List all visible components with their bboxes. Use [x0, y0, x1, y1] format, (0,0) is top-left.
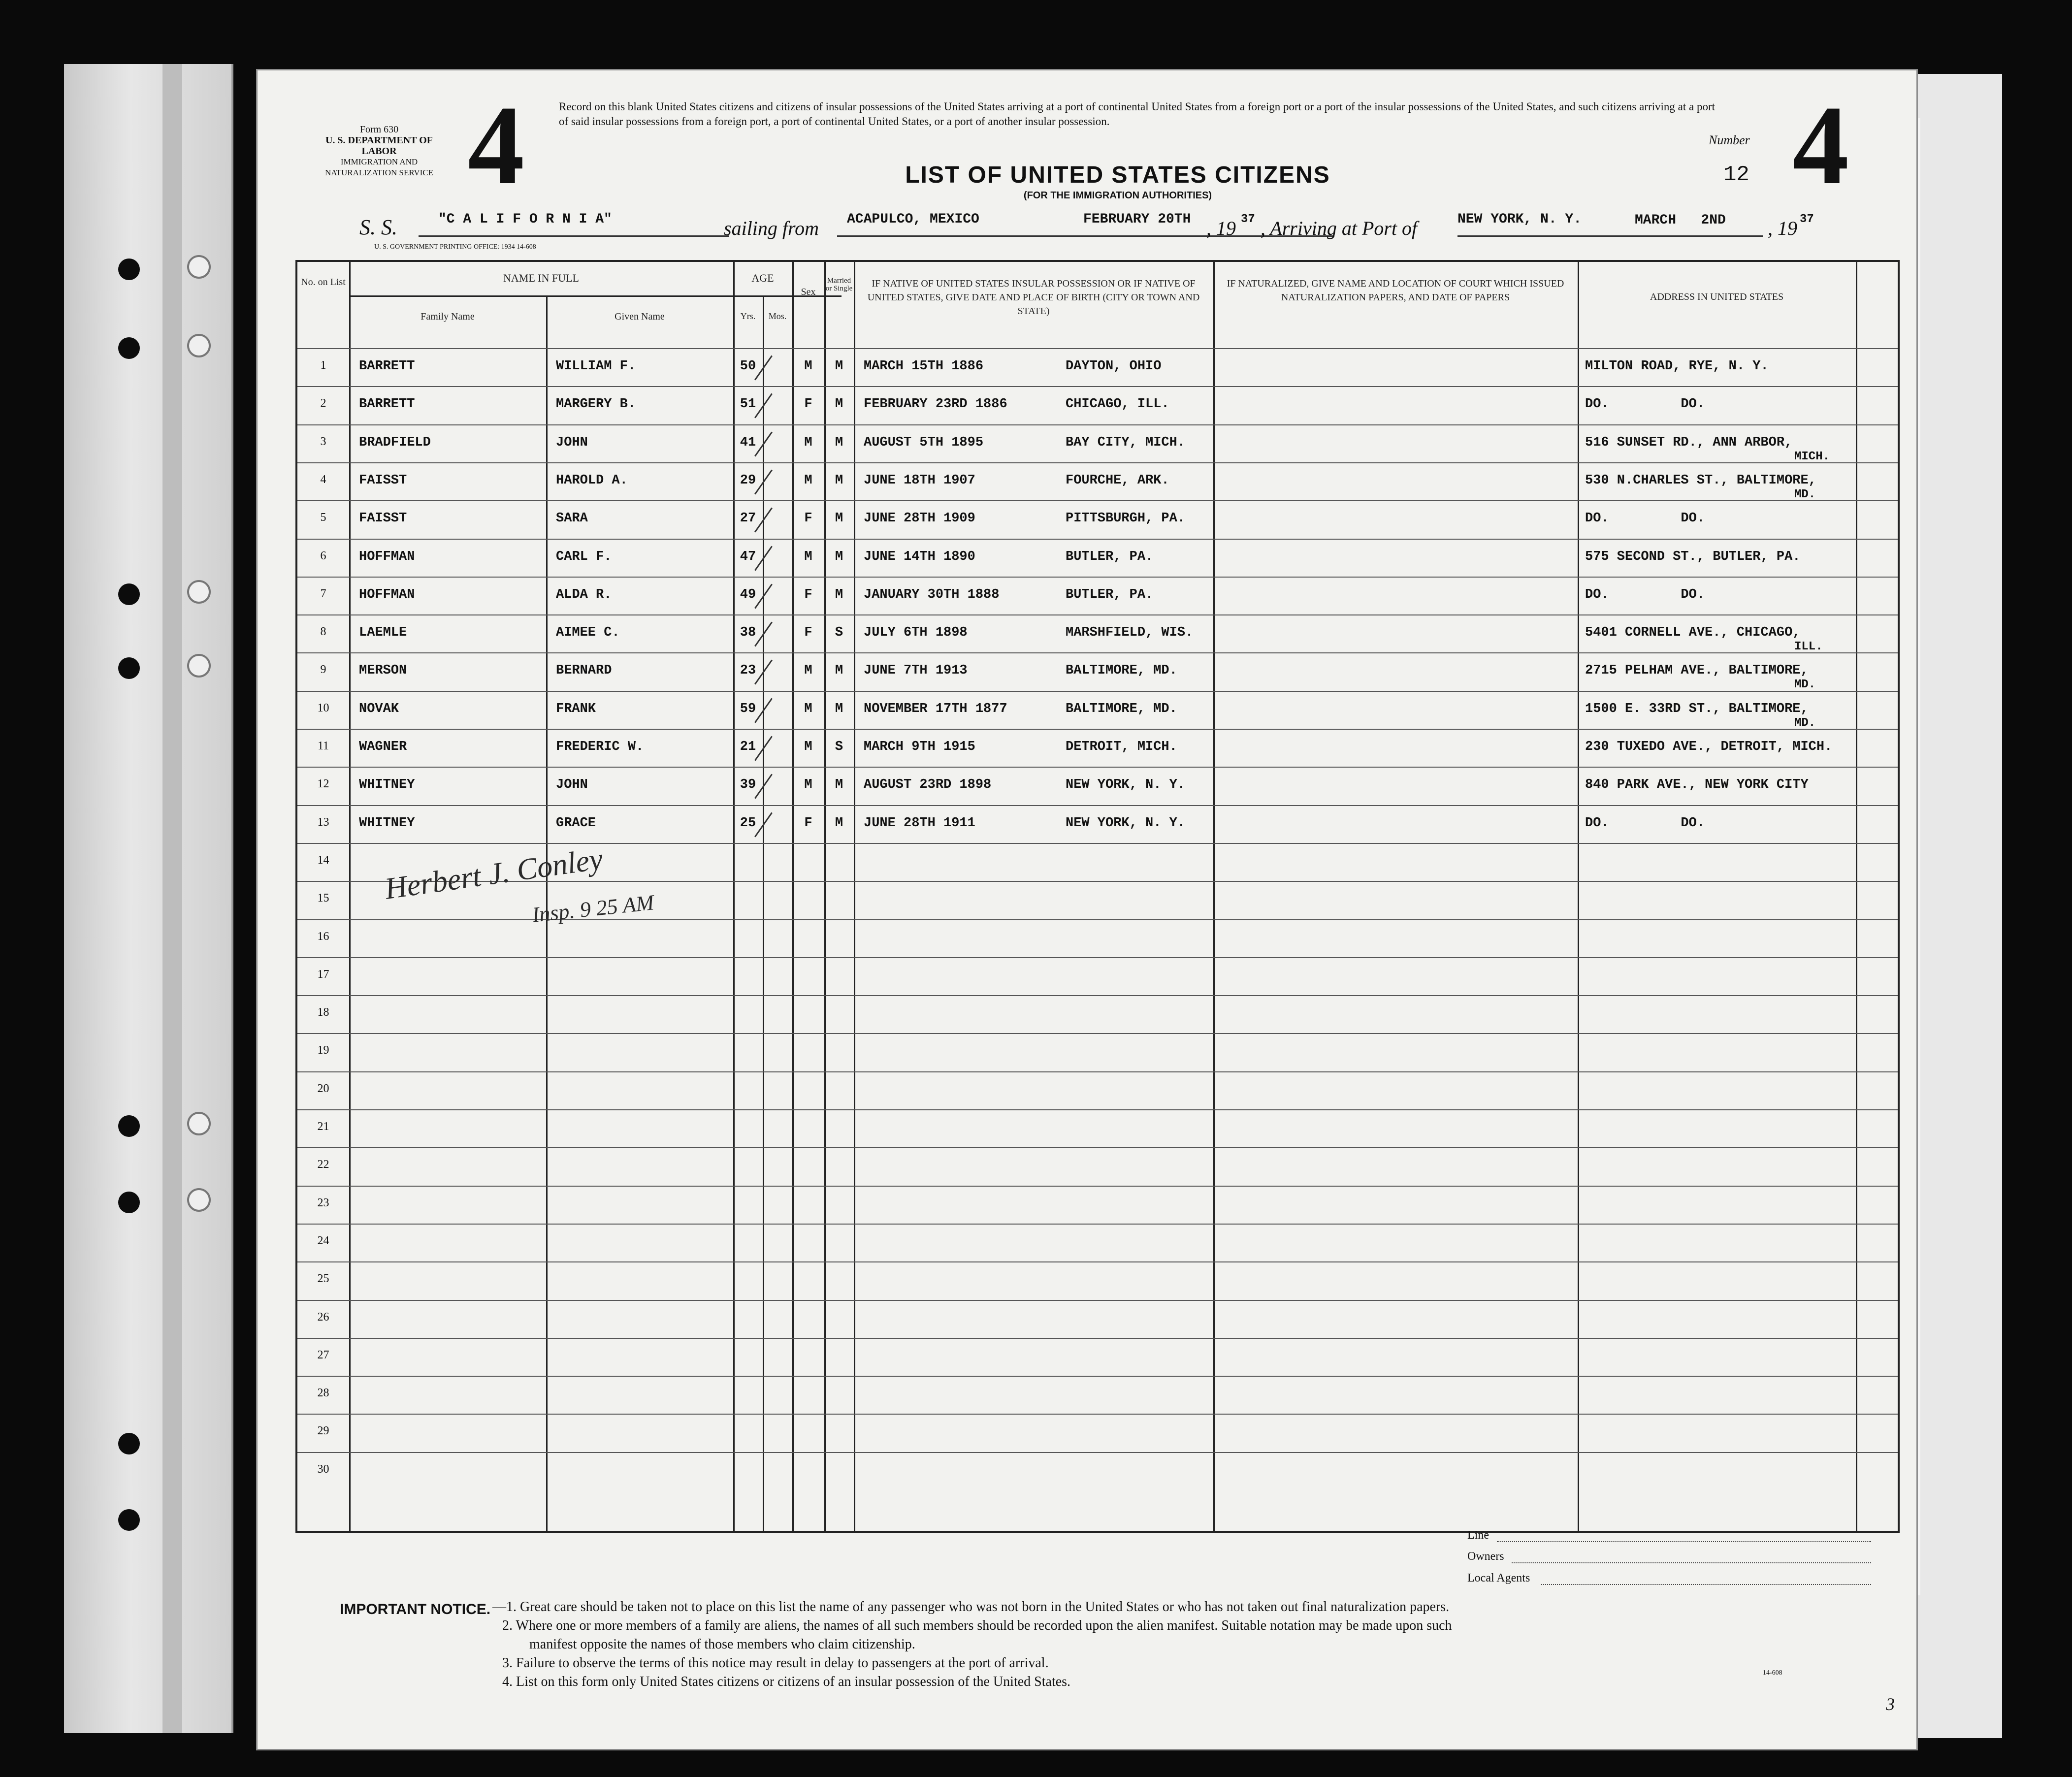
given-name: CARL F. — [556, 549, 612, 564]
punch-hole — [118, 657, 140, 679]
address: 575 SECOND ST., BUTLER, PA. — [1585, 549, 1801, 564]
notice-item-3: 3. Failure to observe the terms of this notice may result in delay to passengers at the port of arrival. — [502, 1655, 1049, 1671]
notice-item-1: —1. Great care should be taken not to place on this list the name of any passenger who was not born in the United States or who has not taken out final naturalization papers. — [492, 1599, 1450, 1615]
sex: M — [804, 549, 812, 564]
form-code: 14-608 — [1763, 1669, 1782, 1677]
table-row — [297, 539, 1898, 578]
row-number: 30 — [317, 1462, 329, 1476]
line-field — [1497, 1541, 1871, 1542]
header-naturalized: IF NATURALIZED, GIVE NAME AND LOCATION OF COURT WHICH ISSUED NATURALIZATION PAPERS, AND DATE OF PAPERS — [1227, 278, 1564, 303]
address: 530 N.CHARLES ST., BALTIMORE, — [1585, 473, 1816, 488]
reinforcement-ring — [187, 1112, 211, 1135]
row-number: 11 — [317, 740, 329, 752]
big-form-number-left: 4 — [468, 82, 524, 208]
passenger-table — [295, 260, 1900, 1533]
sex: M — [804, 777, 812, 793]
binder-spine — [64, 64, 233, 1733]
sex: M — [804, 701, 812, 716]
notice-item-4: 4. List on this form only United States citizens or citizens of an insular possession of the United States. — [502, 1674, 1071, 1689]
row-number: 8 — [320, 625, 326, 639]
header-name-in-full: NAME IN FULL — [503, 272, 579, 284]
page-subtitle: (FOR THE IMMIGRATION AUTHORITIES) — [1023, 190, 1212, 201]
departure-date: FEBRUARY 20TH — [1083, 212, 1206, 237]
arriving-label: , Arriving at Port of — [1261, 217, 1418, 239]
empty-table-row — [297, 1452, 1898, 1491]
given-name: ALDA R. — [556, 587, 612, 602]
row-number: 24 — [317, 1234, 329, 1247]
family-name: FAISST — [359, 473, 407, 488]
table-row — [297, 577, 1898, 615]
sex: M — [804, 473, 812, 488]
arrival-date: MARCH 2ND — [1635, 213, 1726, 228]
birth-place: FOURCHE, ARK. — [1066, 473, 1169, 488]
form-id-block — [320, 124, 438, 178]
birth-date: MARCH 15TH 1886 — [864, 359, 984, 374]
row-number: 25 — [317, 1272, 329, 1286]
address: DO. DO. — [1585, 587, 1705, 602]
birth-date: JULY 6TH 1898 — [864, 625, 968, 641]
address-continuation: MD. — [1794, 716, 1816, 730]
age-years: 49 — [740, 587, 756, 602]
row-number: 1 — [320, 359, 326, 372]
family-name: BRADFIELD — [359, 435, 431, 450]
empty-table-row — [297, 1071, 1898, 1110]
notice-list — [492, 1598, 1881, 1691]
birth-place: BAY CITY, MICH. — [1066, 435, 1186, 450]
row-number: 20 — [317, 1082, 329, 1095]
family-name: HOFFMAN — [359, 587, 415, 602]
age-years: 41 — [740, 435, 756, 450]
number-label: Number — [1709, 133, 1750, 147]
marital-status: M — [835, 397, 843, 412]
sex: M — [804, 359, 812, 374]
manifest-page — [256, 69, 1918, 1750]
table-row — [297, 614, 1898, 653]
sex: M — [804, 435, 812, 450]
age-years: 29 — [740, 473, 756, 488]
punch-hole — [118, 1433, 140, 1454]
department: U. S. DEPARTMENT OF LABOR — [325, 135, 433, 157]
address: 516 SUNSET RD., ANN ARBOR, — [1585, 435, 1793, 450]
family-name: HOFFMAN — [359, 549, 415, 564]
row-number: 4 — [320, 473, 326, 486]
ss-label: S. S. — [359, 215, 397, 239]
punch-hole — [118, 583, 140, 605]
sex: F — [804, 587, 812, 602]
row-number: 23 — [317, 1196, 329, 1209]
table-row — [297, 462, 1898, 501]
header-divider — [349, 295, 842, 297]
family-name: BARRETT — [359, 397, 415, 412]
birth-date: NOVEMBER 17TH 1877 — [864, 701, 1007, 716]
given-name: SARA — [556, 511, 588, 526]
inspector-signature: Herbert J. Conley — [383, 842, 605, 906]
right-page-edge — [1910, 74, 2002, 1738]
marital-status: M — [835, 663, 843, 678]
ship-name: "C A L I F O R N I A" — [419, 212, 729, 237]
row-number: 16 — [317, 930, 329, 943]
printing-office: U. S. GOVERNMENT PRINTING OFFICE: 1934 14-608 — [374, 243, 536, 251]
address: 2715 PELHAM AVE., BALTIMORE, — [1585, 663, 1809, 678]
given-name: JOHN — [556, 435, 588, 450]
empty-table-row — [297, 1224, 1898, 1262]
header-family-name: Family Name — [421, 311, 475, 322]
address: MILTON ROAD, RYE, N. Y. — [1585, 359, 1769, 374]
reinforcement-ring — [187, 654, 211, 678]
table-row — [297, 805, 1898, 844]
address: 1500 E. 33RD ST., BALTIMORE, — [1585, 701, 1809, 716]
row-number: 3 — [320, 435, 326, 448]
address: 840 PARK AVE., NEW YORK CITY — [1585, 777, 1809, 793]
header-months: Mos. — [768, 311, 787, 321]
local-agents-label: Local Agents — [1467, 1572, 1530, 1584]
row-number: 10 — [317, 701, 329, 714]
table-row — [297, 500, 1898, 539]
birth-date: JUNE 14TH 1890 — [864, 549, 975, 564]
table-row — [297, 424, 1898, 463]
address: DO. DO. — [1585, 397, 1705, 412]
row-number: 29 — [317, 1424, 329, 1438]
row-number: 7 — [320, 587, 326, 600]
given-name: WILLIAM F. — [556, 359, 636, 374]
marital-status: M — [835, 549, 843, 564]
punch-hole — [118, 1115, 140, 1137]
row-number: 2 — [320, 397, 326, 410]
owners-field — [1512, 1562, 1871, 1563]
family-name: FAISST — [359, 511, 407, 526]
age-years: 25 — [740, 815, 756, 831]
family-name: WAGNER — [359, 740, 407, 754]
birth-date: JANUARY 30TH 1888 — [864, 587, 1000, 602]
row-number: 26 — [317, 1310, 329, 1324]
header-no-on-list: No. on List — [301, 277, 346, 288]
sex: M — [804, 663, 812, 678]
age-years: 39 — [740, 777, 756, 793]
notice-item-2: 2. Where one or more members of a family are aliens, the names of all such members should be recorded upon the alien manifest. Suitable notation may be made upon such — [502, 1618, 1452, 1633]
header-address: ADDRESS IN UNITED STATES — [1650, 291, 1784, 302]
empty-table-row — [297, 1338, 1898, 1377]
punch-hole — [118, 1192, 140, 1213]
header-years: Yrs. — [740, 311, 756, 321]
marital-status: M — [835, 511, 843, 526]
row-number: 14 — [317, 853, 329, 867]
empty-table-row — [297, 1147, 1898, 1186]
reinforcement-ring — [187, 334, 211, 357]
birth-date: MARCH 9TH 1915 — [864, 740, 975, 754]
marital-status: S — [835, 740, 843, 754]
marital-status: M — [835, 777, 843, 793]
empty-table-row — [297, 1186, 1898, 1225]
marital-status: M — [835, 701, 843, 716]
address-continuation: MICH. — [1794, 450, 1830, 463]
sheet-number: 12 — [1723, 162, 1749, 187]
given-name: BERNARD — [556, 663, 612, 678]
row-number: 6 — [320, 549, 326, 562]
empty-table-row — [297, 1109, 1898, 1148]
row-number: 21 — [317, 1120, 329, 1133]
address-continuation: ILL. — [1794, 640, 1823, 654]
table-row — [297, 348, 1898, 387]
age-years: 27 — [740, 511, 756, 526]
address: 5401 CORNELL AVE., CHICAGO, — [1585, 625, 1801, 641]
family-name: LAEMLE — [359, 625, 407, 641]
birth-place: BALTIMORE, MD. — [1066, 663, 1177, 678]
arrival-year-prefix: , 19 — [1768, 217, 1797, 239]
sex: F — [804, 511, 812, 526]
table-row — [297, 729, 1898, 768]
family-name: WHITNEY — [359, 777, 415, 793]
age-years: 50 — [740, 359, 756, 374]
punch-hole — [118, 337, 140, 359]
empty-table-row — [297, 1376, 1898, 1415]
empty-table-row — [297, 995, 1898, 1034]
family-name: NOVAK — [359, 701, 399, 716]
sex: M — [804, 740, 812, 754]
table-row — [297, 691, 1898, 730]
sex: F — [804, 625, 812, 641]
age-years: 21 — [740, 740, 756, 754]
sex: F — [804, 815, 812, 831]
corner-number: 3 — [1886, 1694, 1895, 1714]
departure-port: ACAPULCO, MEXICO — [837, 212, 1334, 237]
given-name: FREDERIC W. — [556, 740, 644, 754]
family-name: WHITNEY — [359, 815, 415, 831]
instructions-text: Record on this blank United States citizens and citizens of insular possessions of the United States arriving at a port of continental United States from a foreign port or a port of the insular possessions of the United States, and such citizens arriving at a port of said insular possessions from a foreign port, a port of continental United States, or a port of another insular possession. — [559, 100, 1716, 128]
notice-item-2-cont: manifest opposite the names of those members who claim citizenship. — [529, 1637, 915, 1652]
empty-table-row — [297, 1300, 1898, 1339]
empty-table-row — [297, 1261, 1898, 1300]
empty-table-row — [297, 1033, 1898, 1072]
service: IMMIGRATION AND NATURALIZATION SERVICE — [324, 157, 434, 177]
header-married-or-single: Married or Single — [825, 277, 853, 292]
marital-status: M — [835, 359, 843, 374]
form-number: Form 630 — [359, 124, 399, 135]
line-label: Line — [1467, 1529, 1489, 1542]
birth-place: PITTSBURGH, PA. — [1066, 511, 1186, 526]
table-row — [297, 652, 1898, 691]
sex: F — [804, 397, 812, 412]
big-form-number-right: 4 — [1792, 82, 1849, 208]
binder-edge — [162, 64, 182, 1733]
header-sex: Sex — [801, 287, 816, 297]
birth-date: JUNE 18TH 1907 — [864, 473, 975, 488]
row-number: 27 — [317, 1348, 329, 1361]
given-name: AIMEE C. — [556, 625, 620, 641]
marital-status: M — [835, 435, 843, 450]
row-number: 9 — [320, 663, 326, 677]
birth-date: JUNE 28TH 1911 — [864, 815, 975, 831]
age-years: 38 — [740, 625, 756, 641]
row-number: 19 — [317, 1044, 329, 1057]
sailing-from-label: sailing from — [724, 217, 819, 239]
page-title: LIST OF UNITED STATES CITIZENS — [905, 162, 1330, 188]
arrival-year: 37 — [1800, 213, 1814, 226]
birth-date: JUNE 7TH 1913 — [864, 663, 968, 678]
birth-place: CHICAGO, ILL. — [1066, 397, 1169, 412]
birth-date: FEBRUARY 23RD 1886 — [864, 397, 1007, 412]
birth-place: DAYTON, OHIO — [1066, 359, 1162, 374]
marital-status: S — [835, 625, 843, 641]
marital-status: M — [835, 473, 843, 488]
notice-title: IMPORTANT NOTICE. — [340, 1601, 491, 1617]
row-number: 15 — [317, 892, 329, 905]
reinforcement-ring — [187, 580, 211, 604]
age-years: 47 — [740, 549, 756, 564]
punch-hole — [118, 258, 140, 280]
birth-date: AUGUST 5TH 1895 — [864, 435, 984, 450]
age-years: 59 — [740, 701, 756, 716]
birth-place: NEW YORK, N. Y. — [1066, 815, 1186, 831]
row-number: 18 — [317, 1006, 329, 1019]
inspector-note: Insp. 9 25 AM — [531, 890, 655, 927]
birth-place: BUTLER, PA. — [1066, 549, 1154, 564]
row-number: 12 — [317, 777, 329, 791]
row-number: 28 — [317, 1387, 329, 1400]
birth-place: BALTIMORE, MD. — [1066, 701, 1177, 716]
given-name: MARGERY B. — [556, 397, 636, 412]
row-number: 17 — [317, 968, 329, 981]
age-years: 51 — [740, 397, 756, 412]
birth-date: AUGUST 23RD 1898 — [864, 777, 992, 793]
empty-table-row — [297, 957, 1898, 996]
family-name: MERSON — [359, 663, 407, 678]
birth-place: MARSHFIELD, WIS. — [1066, 625, 1194, 641]
address-continuation: MD. — [1794, 678, 1816, 692]
empty-table-row — [297, 1414, 1898, 1453]
local-agents-field — [1541, 1584, 1871, 1585]
table-row — [297, 767, 1898, 806]
address: 230 TUXEDO AVE., DETROIT, MICH. — [1585, 740, 1833, 754]
given-name: JOHN — [556, 777, 588, 793]
birth-date: JUNE 28TH 1909 — [864, 511, 975, 526]
punch-hole — [118, 1509, 140, 1531]
header-birth: IF NATIVE OF UNITED STATES INSULAR POSSESSION OR IF NATIVE OF UNITED STATES, GIVE DATE AND PLACE OF BIRTH (CITY OR TOWN AND STATE) — [867, 278, 1200, 317]
header-age: AGE — [751, 272, 774, 284]
marital-status: M — [835, 815, 843, 831]
family-name: BARRETT — [359, 359, 415, 374]
marital-status: M — [835, 587, 843, 602]
reinforcement-ring — [187, 255, 211, 279]
departure-year: 37 — [1241, 213, 1255, 226]
given-name: HAROLD A. — [556, 473, 628, 488]
departure-year-prefix: , 19 — [1206, 217, 1236, 239]
header-given-name: Given Name — [615, 311, 665, 322]
birth-place: BUTLER, PA. — [1066, 587, 1154, 602]
arrival-port: NEW YORK, N. Y. — [1457, 212, 1763, 237]
birth-place: NEW YORK, N. Y. — [1066, 777, 1186, 793]
row-number: 5 — [320, 511, 326, 524]
owners-label: Owners — [1467, 1550, 1504, 1563]
given-name: FRANK — [556, 701, 596, 716]
row-number: 22 — [317, 1158, 329, 1171]
birth-place: DETROIT, MICH. — [1066, 740, 1177, 754]
address-continuation: MD. — [1794, 487, 1816, 501]
row-number: 13 — [317, 815, 329, 829]
age-years: 23 — [740, 663, 756, 678]
table-row — [297, 386, 1898, 425]
address: DO. DO. — [1585, 511, 1705, 526]
reinforcement-ring — [187, 1188, 211, 1212]
address: DO. DO. — [1585, 815, 1705, 831]
given-name: GRACE — [556, 815, 596, 831]
